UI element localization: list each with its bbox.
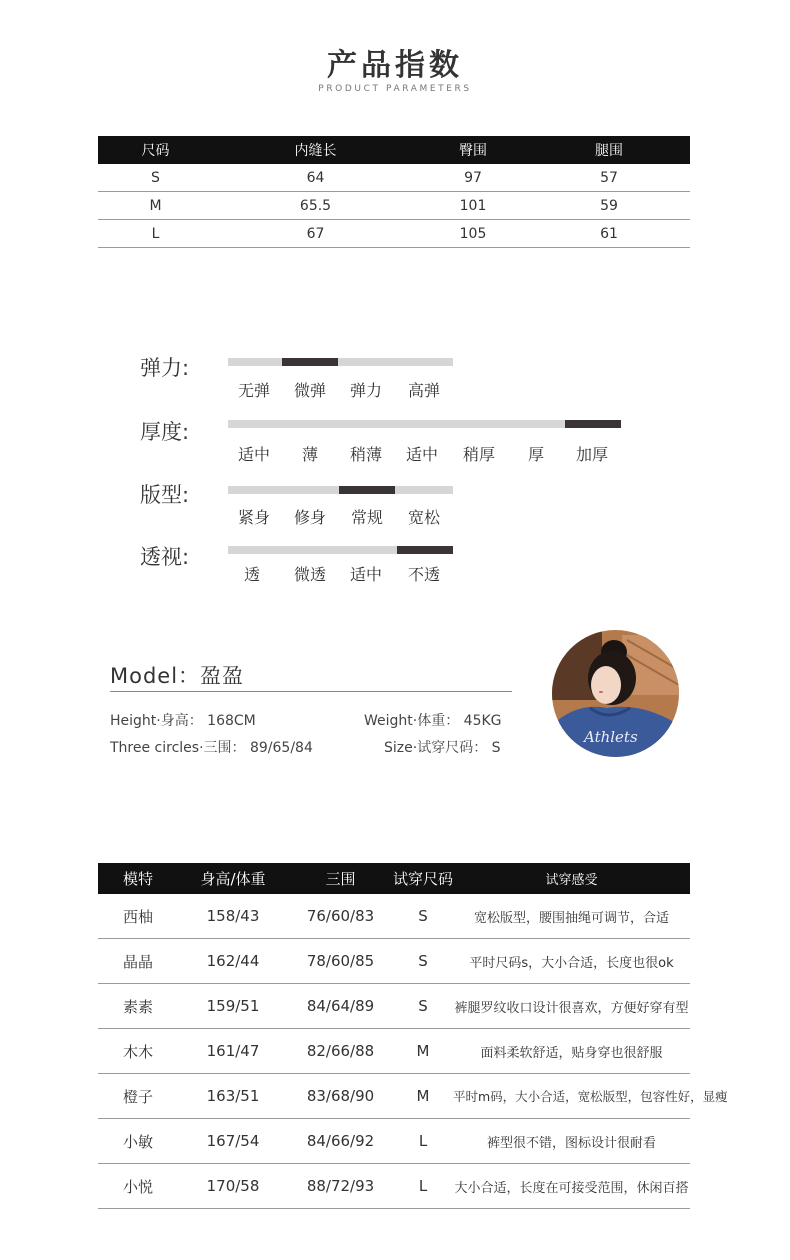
table-cell: 65.5: [299, 197, 332, 214]
table-row: [98, 220, 690, 248]
table-row: [98, 1164, 690, 1209]
table-row: [98, 164, 690, 192]
elasticity-option: 高弹: [407, 381, 440, 400]
size-table-header: [98, 136, 690, 164]
table-cell: 161/47: [206, 1042, 260, 1060]
table-cell: 橙子: [122, 1087, 153, 1106]
size-header-thigh: 腿围: [595, 143, 623, 159]
size-table: [98, 136, 690, 248]
attr-label-elasticity: 弹力:: [140, 356, 190, 380]
table-cell: 西柚: [122, 907, 153, 926]
table-row: [98, 894, 690, 939]
fit-option: 修身: [293, 508, 326, 527]
thickness-option: 适中: [237, 445, 270, 464]
thickness-scale-bar: [228, 420, 621, 428]
size-header-inseam: 内缝长: [294, 143, 337, 159]
table-cell: 平时尺码s，大小合适，长度也很ok: [469, 955, 674, 971]
table-cell: 木木: [122, 1042, 153, 1061]
table-cell: L: [418, 1177, 428, 1195]
attr-label-sheerness: 透视:: [140, 545, 190, 569]
sheerness-selected-segment: [397, 546, 453, 554]
table-cell: 小敏: [122, 1132, 153, 1151]
size-header-hip: 臀围: [459, 143, 487, 159]
table-cell: 76/60/83: [306, 907, 375, 925]
page-subtitle: PRODUCT PARAMETERS: [318, 84, 472, 94]
table-cell: 158/43: [206, 907, 260, 925]
sheerness-option: 不透: [407, 565, 440, 584]
review-header-size: 试穿尺码: [393, 870, 454, 888]
table-cell: 84/64/89: [306, 997, 375, 1015]
fit-option: 紧身: [237, 508, 270, 527]
table-row: [98, 984, 690, 1029]
table-cell: S: [418, 907, 428, 925]
table-cell: 面料柔软舒适，贴身穿也很舒服: [480, 1045, 663, 1061]
page-title: 产品指数: [327, 48, 463, 83]
table-cell: M: [416, 1042, 430, 1060]
table-cell: 平时m码，大小合适，宽松版型，包容性好，显瘦: [453, 1089, 728, 1104]
fitting-review-table: [98, 863, 728, 1209]
sheerness-option: 微透: [293, 565, 326, 584]
table-cell: 162/44: [206, 952, 260, 970]
thickness-option: 适中: [405, 445, 438, 464]
table-cell: S: [418, 952, 428, 970]
model-avatar: [552, 630, 679, 757]
model-height: Height·身高： 168CM: [110, 713, 256, 729]
table-row: [98, 939, 690, 984]
table-cell: 84/66/92: [306, 1132, 375, 1150]
thickness-option: 稍薄: [349, 445, 382, 464]
table-cell: 170/58: [206, 1177, 260, 1195]
table-cell: 97: [464, 169, 482, 186]
table-cell: 裤腿罗纹收口设计很喜欢，方便好穿有型: [454, 1000, 689, 1016]
elasticity-option: 无弹: [237, 381, 270, 400]
model-weight: Weight·体重： 45KG: [364, 713, 502, 729]
sheerness-option: 透: [243, 565, 260, 584]
avatar-shirt-text: Athlets: [584, 728, 638, 746]
table-cell: 163/51: [206, 1087, 260, 1105]
table-cell: 59: [600, 197, 618, 214]
sheerness-option: 适中: [349, 565, 382, 584]
review-header-feedback: 试穿感受: [545, 873, 598, 888]
elasticity-option: 弹力: [349, 381, 382, 400]
table-cell: 61: [600, 225, 618, 242]
table-cell: 素素: [122, 997, 153, 1016]
table-cell: M: [416, 1087, 430, 1105]
thickness-option: 厚: [527, 445, 544, 464]
model-size: Size·试穿尺码： S: [384, 740, 501, 756]
table-row: [98, 1029, 690, 1074]
table-cell: L: [418, 1132, 428, 1150]
thickness-option: 稍厚: [462, 445, 495, 464]
elasticity-scale-bar: [228, 358, 453, 366]
table-cell: 大小合适，长度在可接受范围，休闲百搭: [454, 1180, 689, 1196]
attr-label-thickness: 厚度:: [140, 420, 190, 444]
table-cell: 105: [459, 225, 487, 242]
table-cell: 78/60/85: [306, 952, 375, 970]
table-cell: M: [149, 197, 162, 214]
size-header-size: 尺码: [141, 143, 170, 159]
review-header-measurements: 三围: [325, 870, 356, 888]
thickness-option: 薄: [301, 445, 318, 464]
fit-scale-bar: [228, 486, 453, 494]
fit-selected-segment: [339, 486, 395, 494]
table-cell: 宽松版型，腰围抽绳可调节，合适: [473, 910, 669, 926]
table-row: [98, 1119, 690, 1164]
fit-option: 常规: [350, 508, 383, 527]
table-cell: 159/51: [206, 997, 260, 1015]
model-title: Model：盈盈: [110, 664, 245, 688]
table-cell: 67: [306, 225, 325, 242]
thickness-selected-segment: [565, 420, 621, 428]
table-cell: S: [151, 169, 160, 186]
elasticity-option: 微弹: [293, 381, 326, 400]
review-header-height-weight: 身高/体重: [200, 870, 266, 888]
sheerness-scale-bar: [228, 546, 453, 554]
table-cell: 83/68/90: [306, 1087, 375, 1105]
table-cell: L: [151, 225, 160, 242]
table-cell: 57: [600, 169, 618, 186]
table-cell: 晶晶: [122, 952, 153, 971]
table-cell: 167/54: [206, 1132, 260, 1150]
table-cell: S: [418, 997, 428, 1015]
thickness-option: 加厚: [575, 445, 608, 464]
review-header-model: 模特: [122, 870, 153, 888]
table-cell: 82/66/88: [306, 1042, 375, 1060]
table-row: [98, 192, 690, 220]
table-cell: 裤型很不错，图标设计很耐看: [486, 1135, 656, 1151]
table-cell: 64: [306, 169, 325, 186]
table-cell: 小悦: [122, 1177, 153, 1196]
table-cell: 88/72/93: [306, 1177, 375, 1195]
table-row: [98, 1074, 728, 1119]
elasticity-selected-segment: [282, 358, 338, 366]
table-cell: 101: [459, 197, 487, 214]
model-three-circles: Three circles·三围： 89/65/84: [110, 740, 313, 756]
fit-option: 宽松: [407, 508, 440, 527]
attr-label-fit: 版型:: [140, 483, 190, 507]
model-divider: [110, 691, 512, 692]
review-table-header: [98, 863, 690, 894]
